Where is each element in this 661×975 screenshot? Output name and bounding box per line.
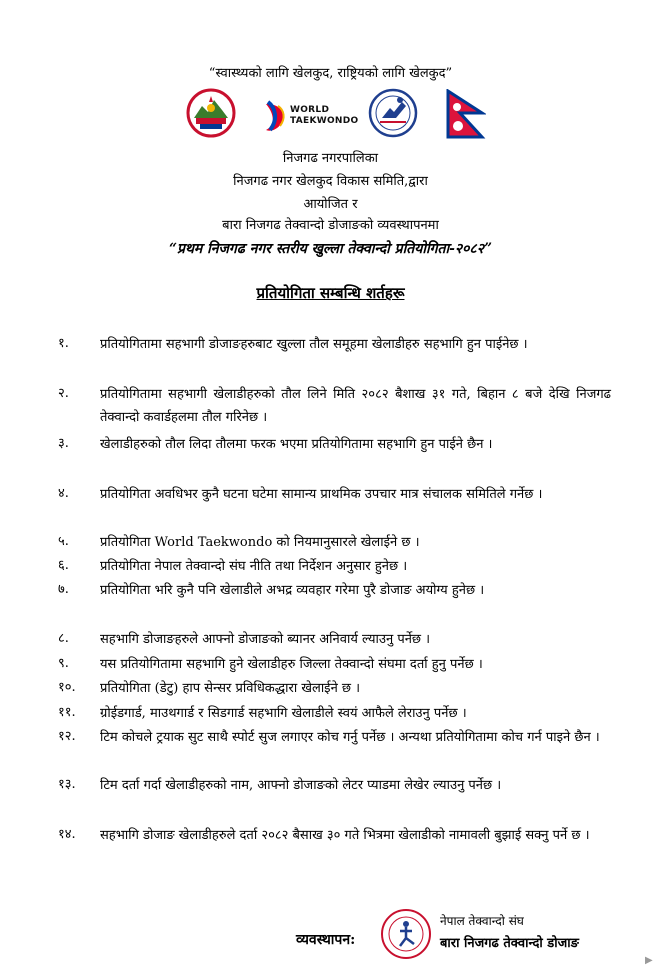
world-taekwondo-logo	[262, 100, 362, 134]
management-label: व्यवस्थापन:	[296, 932, 356, 948]
page-corner-arrow-icon: ▶	[645, 955, 653, 966]
section-title: प्रतियोगिता सम्बन्धि शर्तहरू	[256, 284, 405, 302]
nepal-taekwondo-association-logo	[368, 88, 418, 138]
org-line-2: निजगढ नगर खेलकुद विकास समिति,द्वारा	[233, 174, 428, 189]
rule-number: ५.	[58, 534, 69, 549]
nepal-emblem-icon	[186, 88, 236, 138]
rule-number: ९.	[58, 656, 69, 671]
rule-text: टिम कोचले ट्रयाक सुट साथै स्पोर्ट सुज लगाएर कोच गर्नु पर्नेछ । अन्यथा प्रतियोगितामा कोच गर्न पाइने छैन ।	[100, 730, 600, 745]
rule-number: ८.	[58, 631, 69, 646]
rule-number: ६.	[58, 558, 69, 573]
rule-text: प्रतियोगितामा सहभागी डोजाङहरुबाट खुल्ला तौल समूहमा खेलाडीहरु सहभागि हुन पाईनेछ ।	[100, 337, 528, 352]
rule-text: ग्रोईडगार्ड, माउथगार्ड र सिडगार्ड सहभागि खेलाडीले स्वयं आफैले लेराउनु पर्नेछ ।	[100, 706, 467, 721]
rule-number: १.	[58, 336, 69, 351]
wt-logo-text: WORLD TAEKWONDO	[290, 105, 359, 126]
event-title: “प्रथम निजगढ नगर स्तरीय खुल्ला तेक्वान्दो प्रतियोगिता-२०८२”	[168, 241, 493, 257]
org-line-3: आयोजित र	[303, 197, 358, 212]
org-line-1: निजगढ नगरपालिका	[282, 151, 379, 166]
rule-text: टिम दर्ता गर्दा खेलाडीहरुको नाम, आफ्नो डोजाङको लेटर प्याडमा लेखेर ल्याउनु पर्नेछ ।	[100, 778, 502, 793]
rule-text: खेलाडीहरुको तौल लिदा तौलमा फरक भएमा प्रतियोगितामा सहभागि हुन पाईने छैन ।	[100, 437, 493, 452]
rule-text: प्रतियोगिता भरि कुनै पनि खेलाडीले अभद्र व्यवहार गरेमा पुरै डोजाङ अयोग्य हुनेछ ।	[100, 583, 485, 598]
rule-number: ४.	[58, 486, 69, 501]
rule-text: प्रतियोगितामा सहभागी खेलाडीहरुको तौल लिने मिति २०८२ बैशाख ३१ गते, बिहान ८ बजे देखि निजगढ तेक्वान्दो कवार्डहलमा तौल गरिनेछ ।	[100, 387, 611, 425]
rule-text: प्रतियोगिता नेपाल तेक्वान्दो संघ नीति तथा निर्देशन अनुसार हुनेछ ।	[100, 559, 408, 574]
rule-text: सहभागि डोजाङहरुले आफ्नो डोजाङको ब्यानर अनिवार्य ल्याउनु पर्नेछ ।	[100, 632, 431, 647]
rule-number: २.	[58, 386, 69, 401]
rule-text: प्रतियोगिता अवधिभर कुनै घटना घटेमा सामान्य प्राथमिक उपचार मात्र संचालक समितिले गर्नेछ ।	[100, 487, 543, 502]
rule-number: १३.	[58, 777, 76, 792]
rule-text: यस प्रतियोगितामा सहभागि हुने खेलाडीहरु जिल्ला तेक्वान्दो संघमा दर्ता हुनु पर्नेछ ।	[100, 657, 483, 672]
footer	[0, 908, 661, 968]
rule-text: प्रतियोगिता (डेटु) हाप सेन्सर प्रविधिकद्धारा खेलाईने छ ।	[100, 681, 361, 696]
nepal-flag-icon	[446, 89, 486, 141]
rule-number: ७.	[58, 582, 69, 597]
org-line-4: बारा निजगढ तेक्वान्दो डोजाङको व्यवस्थापनमा	[222, 218, 439, 233]
rule-text: सहभागि डोजाङ खेलाडीहरुले दर्ता २०८२ बैसाख ३० गते भित्रमा खेलाडीको नामावली बुझाई सक्नु पर्ने छ ।	[100, 828, 590, 843]
rule-number: १२.	[58, 729, 76, 744]
dojang-seal-logo	[380, 908, 432, 960]
rule-text: प्रतियोगिता World Taekwondo को नियमानुसारले खेलाईने छ ।	[100, 535, 420, 550]
rule-number: १४.	[58, 827, 76, 842]
footer-org-line-2: बारा निजगढ तेक्वान्दो डोजाङ	[440, 936, 579, 951]
footer-org-line-1: नेपाल तेक्वान्दो संघ	[440, 914, 524, 928]
logo-row	[0, 88, 661, 144]
rule-number: ३.	[58, 436, 69, 451]
rule-number: ११.	[58, 705, 76, 720]
slogan: “स्वास्थ्यको लागि खेलकुद, राष्ट्रियको लागि खेलकुद”	[208, 66, 453, 81]
rule-number: १०.	[58, 680, 76, 695]
